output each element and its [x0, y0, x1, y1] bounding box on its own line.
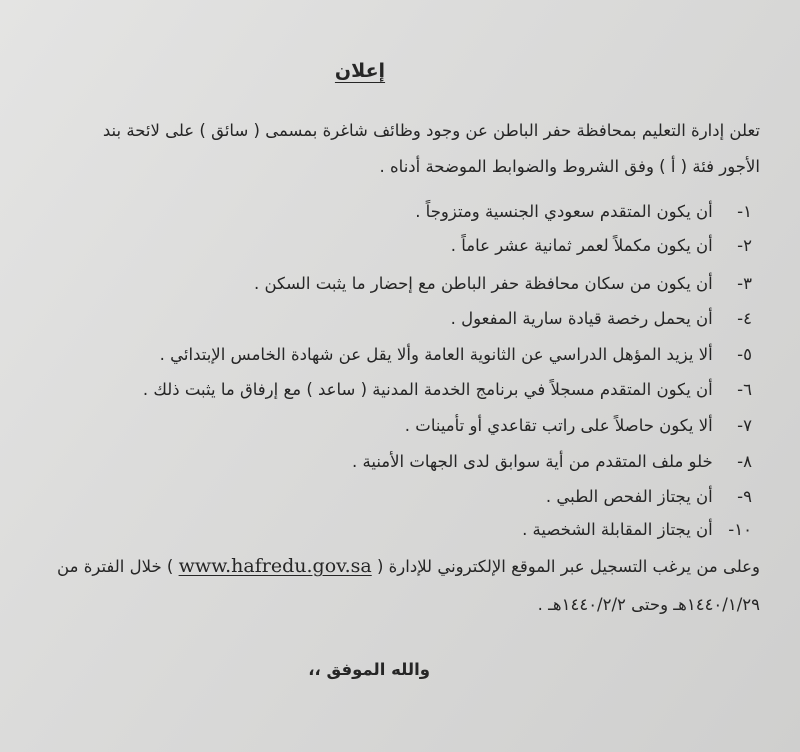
- condition-item: [32, 449, 752, 475]
- intro-line-1: تعلن إدارة التعليم بمحافظة حفر الباطن عن وجود وظائف شاغرة بمسمى ( سائق ) على لائحة بند: [102, 121, 760, 140]
- condition-item: [32, 306, 752, 332]
- condition-item: [32, 517, 752, 543]
- page-title: إعلان: [334, 60, 386, 82]
- website-link[interactable]: www.hafredu.gov.sa: [178, 555, 372, 577]
- condition-item: [32, 342, 752, 368]
- condition-item: [32, 413, 752, 439]
- intro-line-2: الأجور فئة ( أ ) وفق الشروط والضوابط الموضحة أدناه .: [379, 157, 760, 176]
- condition-number: ٧-: [737, 416, 752, 435]
- condition-item: [32, 199, 752, 225]
- condition-number: ٨-: [737, 452, 752, 471]
- condition-item: [32, 233, 752, 259]
- closing-text: والله الموفق ،،: [308, 660, 430, 679]
- condition-text: ألا يزيد المؤهل الدراسي عن الثانوية العامة وألا يقل عن شهادة الخامس الإبتدائي .: [159, 345, 713, 364]
- condition-number: ٢-: [737, 236, 752, 255]
- condition-text: أن يكون مكملاً لعمر ثمانية عشر عاماً .: [450, 236, 713, 255]
- registration-text-after: ) خلال الفترة من: [57, 557, 174, 576]
- condition-text: خلو ملف المتقدم من أية سوابق لدى الجهات الأمنية .: [352, 452, 713, 471]
- condition-item: [32, 484, 752, 510]
- condition-text: أن يكون المتقدم سعودي الجنسية ومتزوجاً .: [415, 202, 713, 221]
- condition-number: ٦-: [737, 380, 752, 399]
- condition-number: ١-: [737, 202, 752, 221]
- registration-text-before: وعلى من يرغب التسجيل عبر الموقع الإلكتروني للإدارة (: [376, 557, 760, 576]
- registration-line: [0, 553, 760, 580]
- condition-item: [32, 271, 752, 297]
- registration-dates: ١٤٤٠/١/٢٩هـ وحتى ١٤٤٠/٢/٢هـ .: [537, 595, 760, 614]
- condition-text: أن يجتاز الفحص الطبي .: [545, 487, 713, 506]
- condition-text: أن يحمل رخصة قيادة سارية المفعول .: [450, 309, 713, 328]
- condition-number: ٣-: [737, 274, 752, 293]
- condition-number: ٩-: [737, 487, 752, 506]
- condition-text: أن يكون من سكان محافظة حفر الباطن مع إحضار ما يثبت السكن .: [253, 274, 713, 293]
- condition-number: ٤-: [737, 309, 752, 328]
- condition-number: ٥-: [737, 345, 752, 364]
- condition-number: ١٠-: [728, 520, 752, 539]
- condition-text: أن يجتاز المقابلة الشخصية .: [522, 520, 713, 539]
- condition-text: ألا يكون حاصلاً على راتب تقاعدي أو تأمينات .: [404, 416, 713, 435]
- condition-item: [32, 377, 752, 403]
- condition-text: أن يكون المتقدم مسجلاً في برنامج الخدمة المدنية ( ساعد ) مع إرفاق ما يثبت ذلك .: [142, 380, 713, 399]
